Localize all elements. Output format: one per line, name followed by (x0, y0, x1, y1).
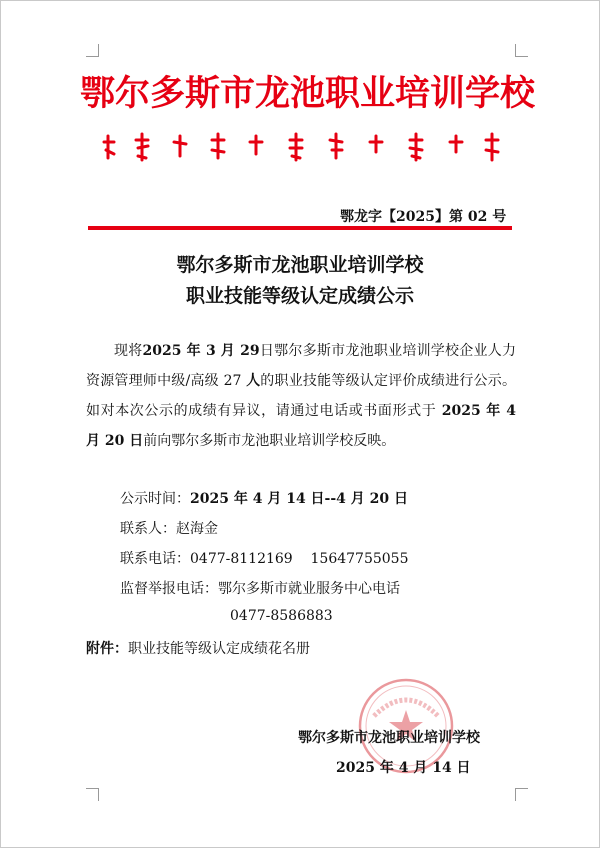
exam-date: 2025 年 3 月 29 (142, 343, 260, 359)
notice-body-paragraph (86, 336, 516, 456)
red-divider-rule (88, 226, 512, 230)
crop-mark-bottom-right (515, 788, 528, 801)
report-label: 监督举报电话： (120, 581, 218, 597)
attachment-label: 附件： (86, 641, 128, 657)
contact-label: 联系人： (120, 521, 176, 537)
body-text: 的职业技能等级认定评价成绩进行公示。如对本次公示的成绩有异议，请通过电话或书面形式于 (86, 373, 516, 419)
deadline-date: 2025 年 4 月 20 日 (86, 403, 517, 449)
report-phone (120, 578, 400, 598)
report-value: 鄂尔多斯市就业服务中心电话 (218, 581, 400, 597)
document-number: 鄂龙字【2025】第 02 号 (340, 209, 507, 225)
signature-organization: 鄂尔多斯市龙池职业培训学校 (298, 730, 480, 746)
mongolian-script-letterhead (100, 128, 500, 168)
org-letterhead-title: 鄂尔多斯市龙池职业培训学校 (80, 73, 536, 114)
publicity-period-value: 2025 年 4 月 14 日--4 月 20 日 (190, 491, 409, 507)
count-unit: 人 (246, 373, 261, 389)
attachment-value: 职业技能等级认定成绩花名册 (128, 641, 310, 657)
body-text: 日鄂尔多斯市龙池职业培训学校企业人力资源管理师中级/高级 27 (86, 343, 517, 389)
contact-phone (120, 548, 409, 568)
publicity-period-label: 公示时间： (120, 491, 190, 507)
notice-title-line-2: 职业技能等级认定成绩公示 (185, 285, 414, 307)
notice-title-line-1: 鄂尔多斯市龙池职业培训学校 (176, 254, 424, 276)
crop-mark-top-left (86, 44, 99, 57)
body-text: 现将 (114, 343, 143, 359)
phone-label: 联系电话： (120, 551, 190, 567)
crop-mark-top-right (515, 44, 528, 57)
phone-value: 0477-8112169 15647755055 (190, 551, 409, 567)
attachment-line (86, 638, 310, 658)
contact-value: 赵海金 (176, 521, 218, 537)
contact-person (120, 518, 218, 538)
crop-mark-bottom-left (86, 788, 99, 801)
signature-date: 2025 年 4 月 14 日 (336, 760, 471, 776)
publicity-period (120, 488, 408, 508)
body-text: 前向鄂尔多斯市龙池职业培训学校反映。 (143, 433, 396, 449)
report-phone-number: 0477-8586883 (230, 608, 333, 624)
